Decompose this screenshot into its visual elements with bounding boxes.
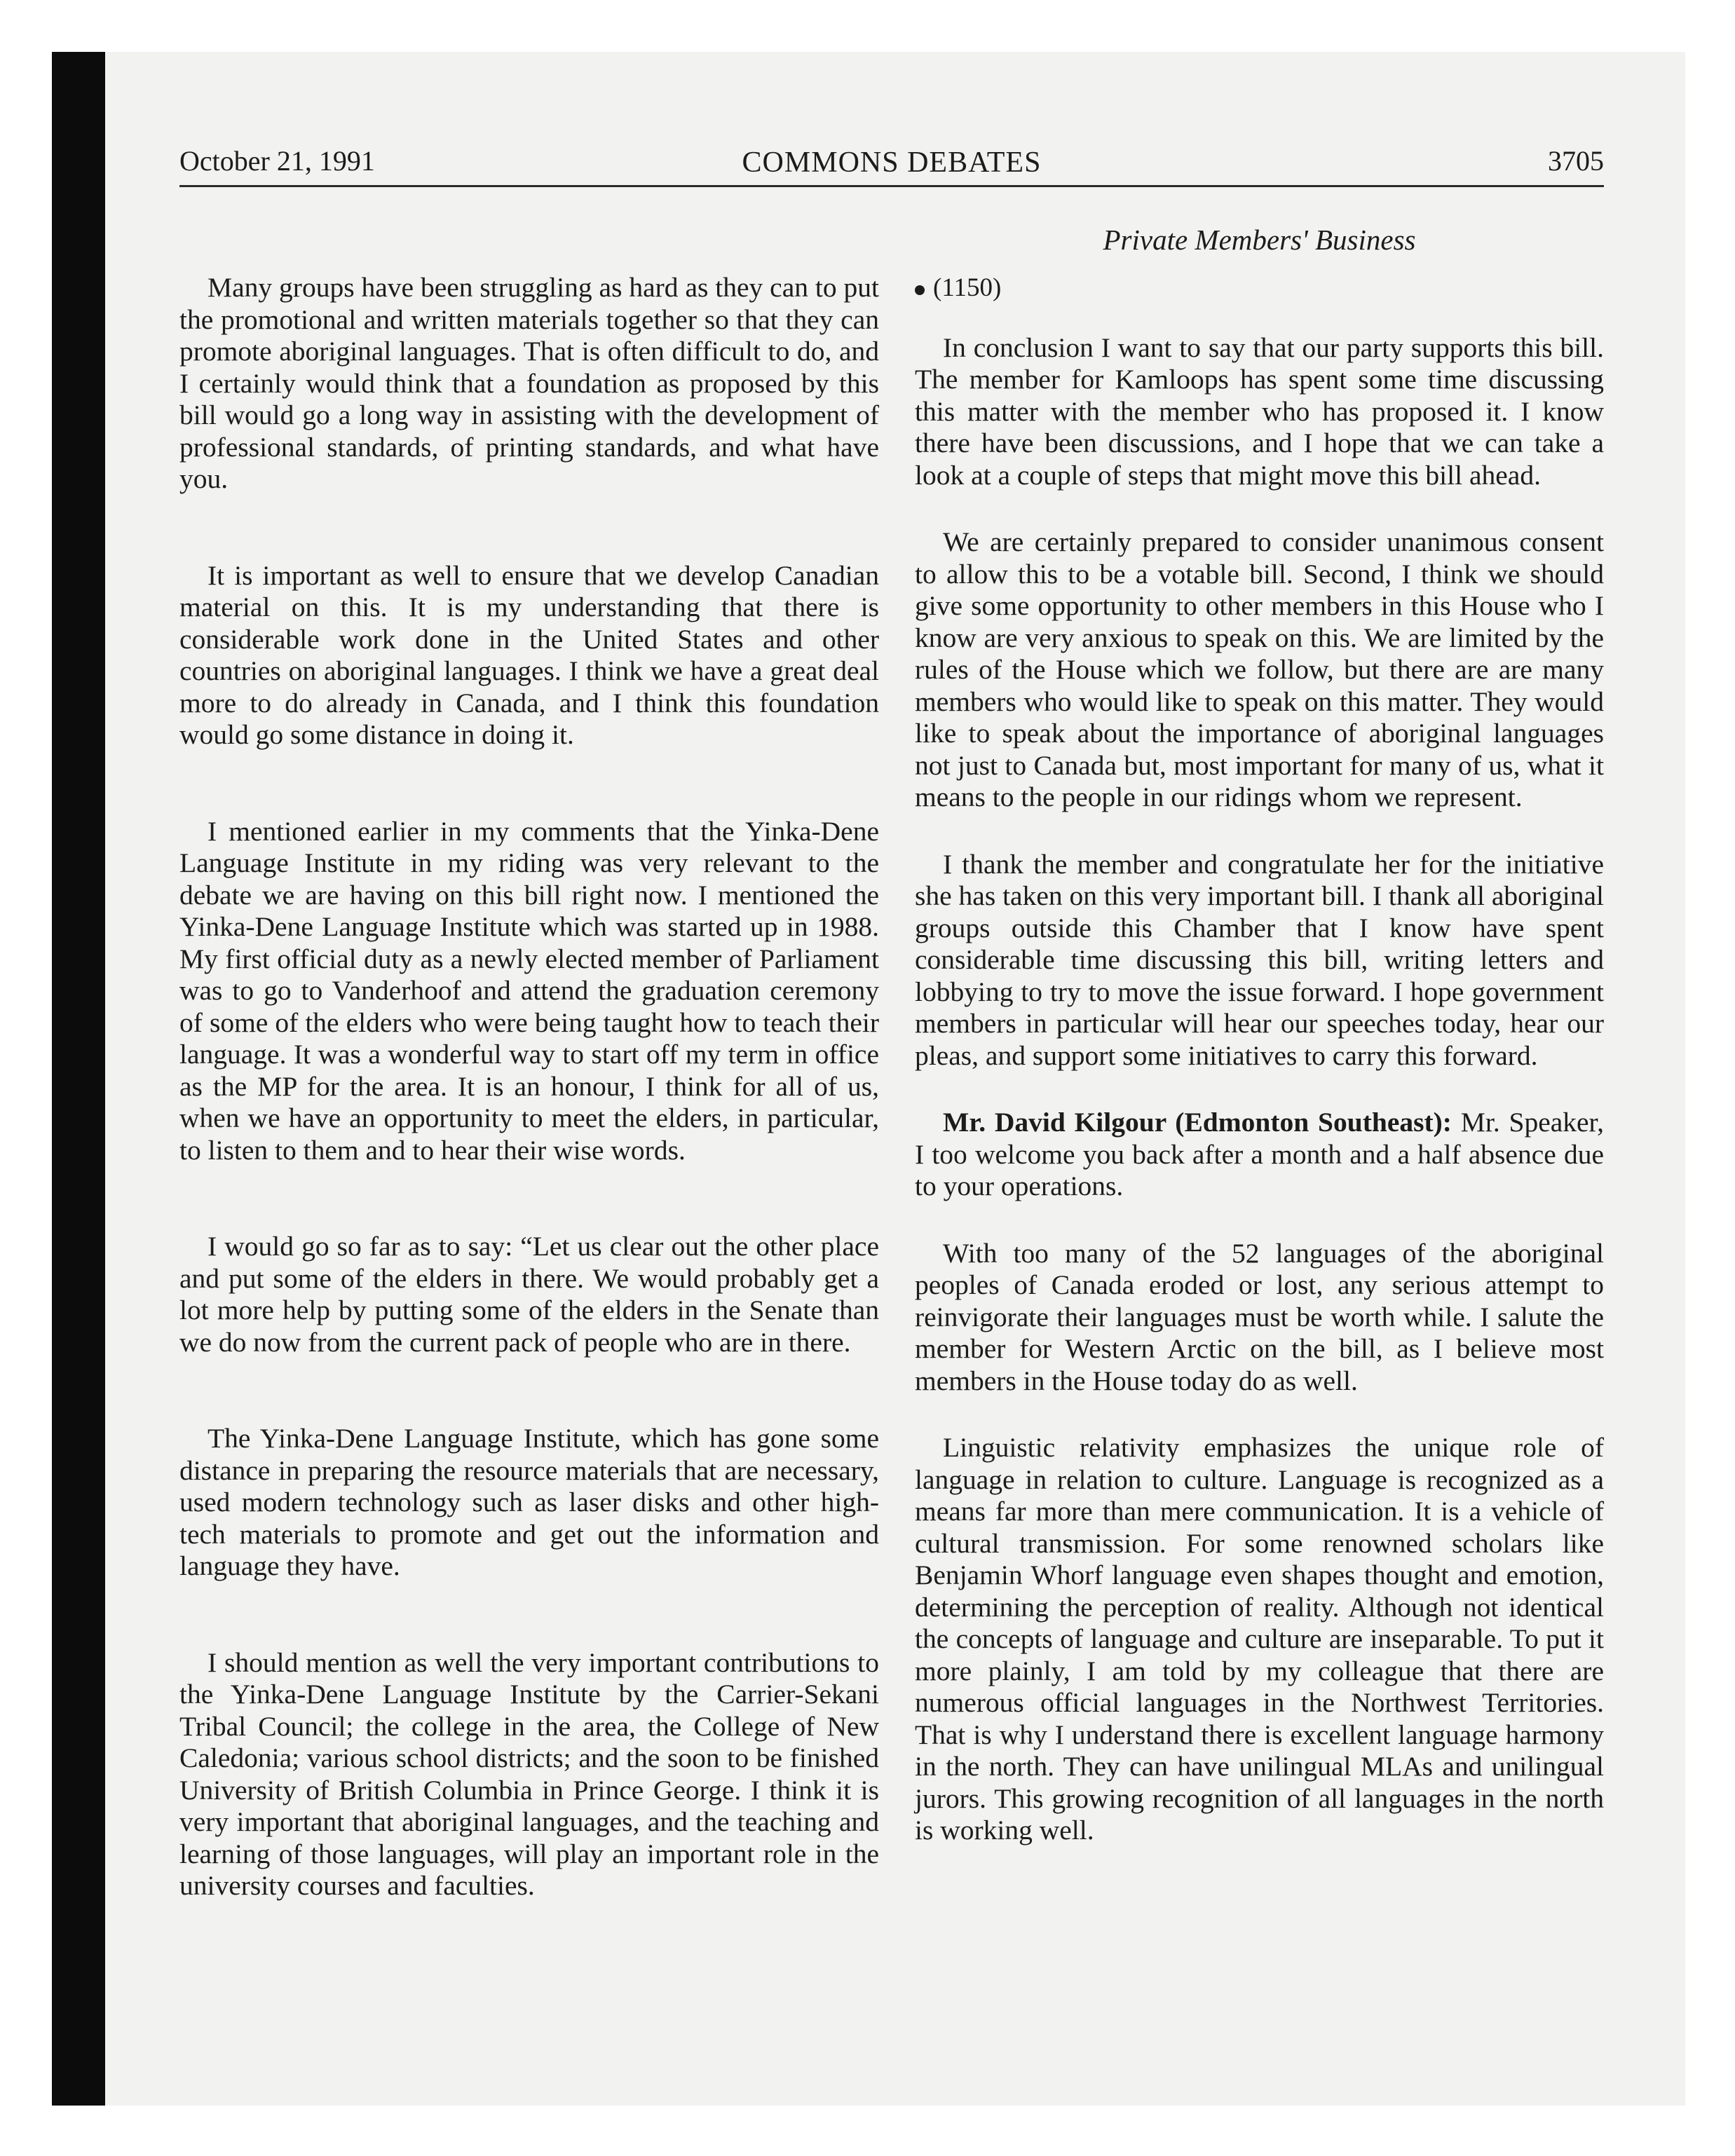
paragraph: I would go so far as to say: “Let us clear out the other place and put some of the elders in there. We would probably get a lot more help by putting some of the elders in the Senate than we do now from the current pack of people who are in there. — [179, 1231, 879, 1358]
paragraph: It is important as well to ensure that we develop Canadian material on this. It is my understanding that there is considerable work done in the United States and other countries on aboriginal languages. I think we have a great deal more to do already in Canada, and I think this foundation would go some distance in doing it. — [179, 559, 879, 750]
bullet-icon — [915, 285, 925, 295]
paragraph: The Yinka-Dene Language Institute, which has gone some distance in preparing the resource materials that are necessary, used modern technology such as laser disks and other high-tech materials to promote and get out the information and language they have. — [179, 1423, 879, 1581]
time-marker — [915, 272, 1604, 304]
paragraph: With too many of the 52 languages of the aboriginal peoples of Canada eroded or lost, any serious attempt to reinvigorate their languages must be worth while. I salute the member for Western Arctic on the bill, as I believe most members in the House today do as well. — [915, 1237, 1604, 1396]
paragraph: I mentioned earlier in my comments that the Yinka-Dene Language Institute in my riding was very relevant to the debate we are having on this bill right now. I mentioned the Yinka-Dene Language Institute which was started up in 1988. My first official duty as a newly elected member of Parliament was to go to Vanderhoof and attend the graduation ceremony of some of the elders who were being taught how to teach their language. It was a wonderful way to start off my term in office as the MP for the area. It is an honour, I think for all of us, when we have an opportunity to meet the elders, in particular, to listen to them and to hear their wise words. — [179, 815, 879, 1166]
right-column — [915, 272, 1604, 1847]
speaker-paragraph — [915, 1107, 1604, 1203]
paragraph: Many groups have been struggling as hard as they can to put the promotional and written materials together so that they can promote aboriginal languages. That is often difficult to do, and I certainly would think that a foundation as proposed by this bill would go a long way in assisting with the development of professional standards, of printing standards, and what have you. — [179, 272, 879, 494]
page-number: 3705 — [1548, 145, 1604, 177]
paragraph: I should mention as well the very important contributions to the Yinka-Dene Language Institute by the Carrier-Sekani Tribal Council; the college in the area, the College of New Caledonia; various school districts; and the soon to be finished University of British Columbia in Prince George. I think it is very important that aboriginal languages, and the teaching and learning of those languages, will play an important role in the university courses and faculties. — [179, 1646, 879, 1901]
paragraph: Linguistic relativity emphasizes the unique role of language in relation to culture. Language is recognized as a means far more than mere communication. It is a vehicle of cultural transmission. For some renowned scholars like Benjamin Whorf language even shapes thought and emotion, determining the perception of reality. Although not identical the concepts of language and culture are inseparable. To put it more plainly, I am told by my colleague that there are numerous official languages in the Northwest Territories. That is why I understand there is excellent language harmony in the north. They can have unilingual MLAs and unilingual jurors. This growing recognition of all languages in the north is working well. — [915, 1432, 1604, 1845]
speaker-name: Mr. David Kilgour (Edmonton Southeast): — [943, 1107, 1452, 1138]
left-column — [179, 272, 879, 1902]
header-rule — [179, 185, 1604, 187]
header-date: October 21, 1991 — [179, 145, 375, 177]
paragraph: We are certainly prepared to consider unanimous consent to allow this to be a votable bill. Second, I think we should give some opportunity to other members in this House who I know are very anxious to speak on this. We are limited by the rules of the House which we follow, but there are are many members who would like to speak on this matter. They would like to speak about the importance of aboriginal languages not just to Canada but, most important for many of us, what it means to the people in our ridings whom we represent. — [915, 526, 1604, 812]
section-heading: Private Members' Business — [1103, 224, 1416, 256]
speaker-text: Mr. Speaker, I too welcome you back after a month and a half absence due to your operations. — [915, 1107, 1604, 1201]
paragraph: In conclusion I want to say that our party supports this bill. The member for Kamloops has spent some time discussing this matter with the member who has proposed it. I know there have been discussions, and I hope that we can take a look at a couple of steps that might move this bill ahead. — [915, 332, 1604, 491]
binding-edge — [52, 52, 105, 2106]
header-title: COMMONS DEBATES — [742, 146, 1042, 179]
time-marker-text: (1150) — [933, 273, 1002, 302]
page-header — [179, 140, 1604, 184]
paragraph: I thank the member and congratulate her for the initiative she has taken on this very important bill. I thank all aboriginal groups outside this Chamber that I know have spent considerable time discussing this bill, writing letters and lobbying to try to move the issue forward. I hope government members in particular will hear our speeches today, hear our pleas, and support some initiatives to carry this forward. — [915, 848, 1604, 1071]
